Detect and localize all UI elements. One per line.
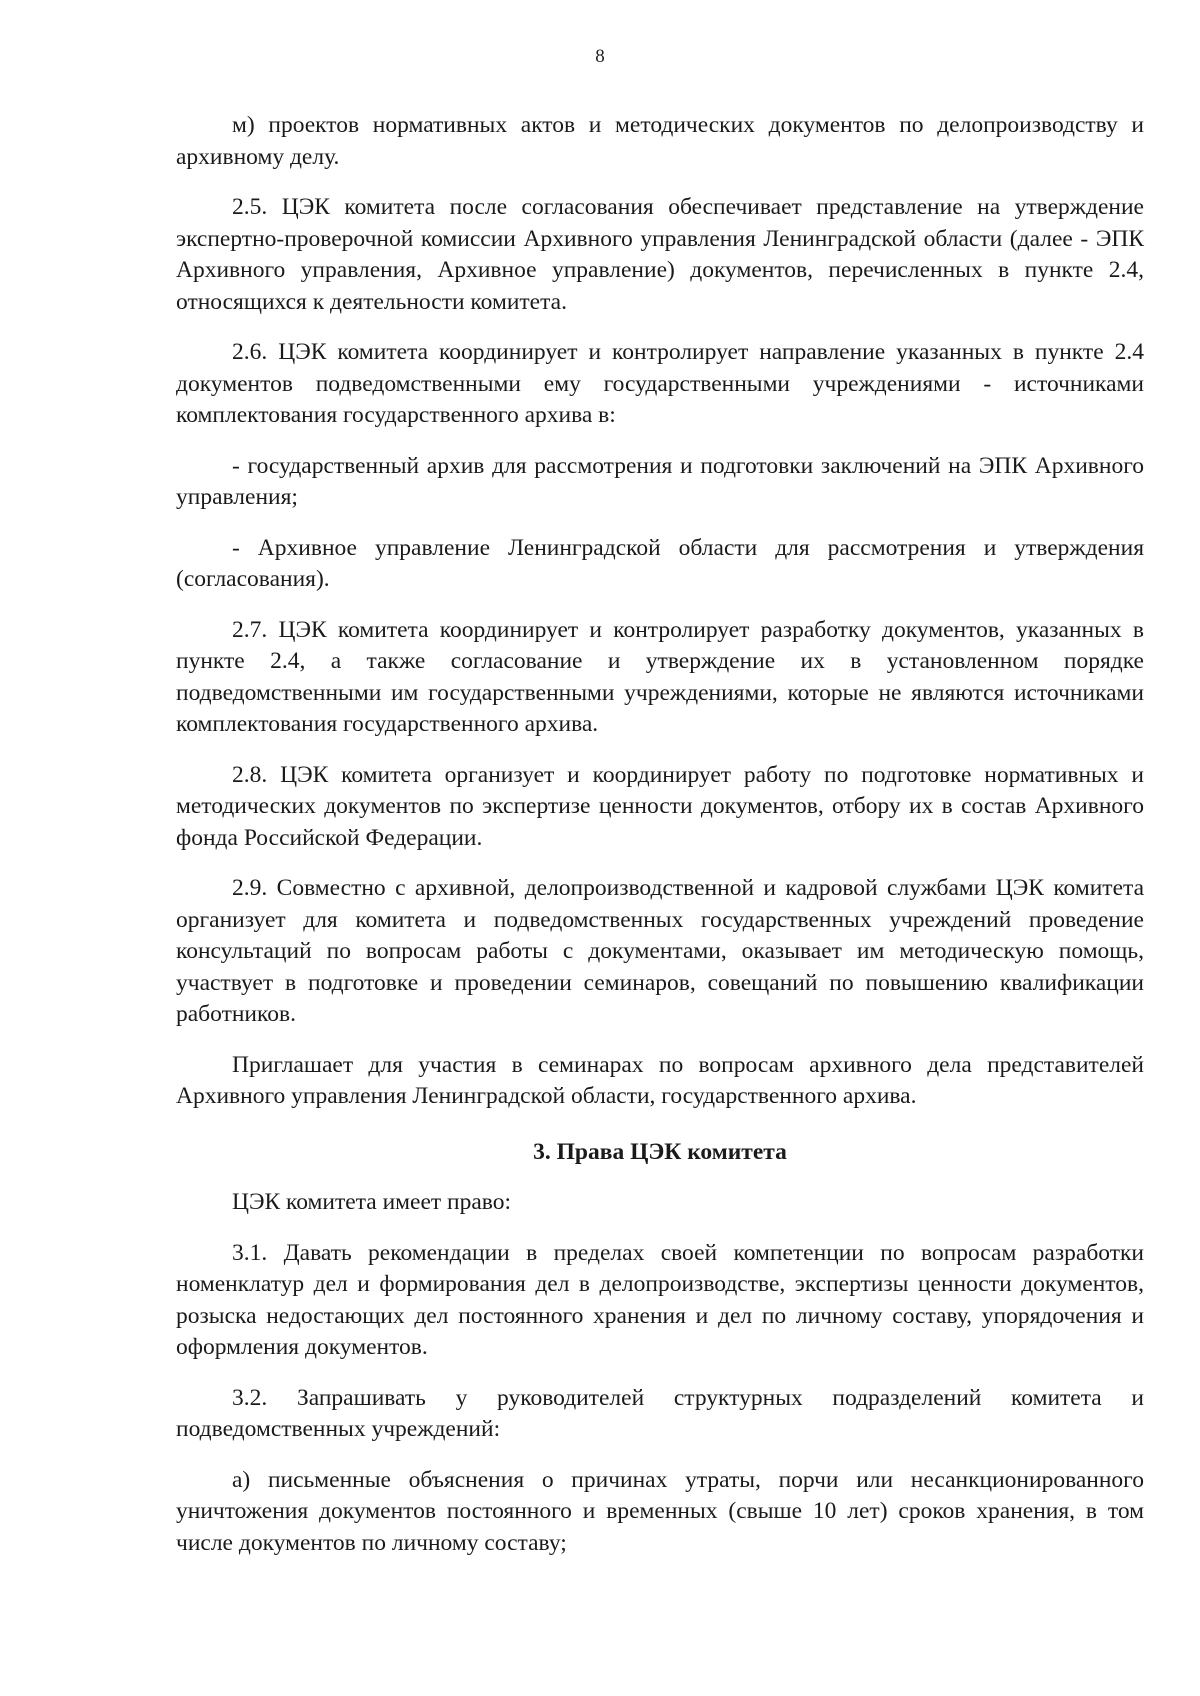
paragraph-3-1: 3.1. Давать рекомендации в пределах своей компетенции по вопросам разработки номенклатур дел и формирования дел в делопроизводстве, экспертизы ценности документов, розыска недостающих дел постоянного хранения и дел по личному составу, упорядочения и оформления документов.	[176, 1239, 1144, 1360]
paragraph-2-6: 2.6. ЦЭК комитета координирует и контролирует направление указанных в пункте 2.4 документов подведомственными ему государственными учреждениями - источниками комплектования государственного архива в:	[176, 339, 1144, 428]
section-heading: 3. Права ЦЭК комитета	[533, 1138, 787, 1165]
paragraph-3-2-a: а) письменные объяснения о причинах утраты, порчи или несанкционированного уничтожения документов постоянного и временных (свыше 10 лет) сроков хранения, в том числе документов по личному составу;	[176, 1466, 1144, 1556]
paragraph-2-7: 2.7. ЦЭК комитета координирует и контролирует разработку документов, указанных в пункте 2.4, а также согласование и утверждение их в установленном порядке подведомственными им государственными учреждениями, которые не являются источниками комплектования государственного архива.	[176, 616, 1144, 737]
paragraph-2-9: 2.9. Совместно с архивной, делопроизводственной и кадровой службами ЦЭК комитета организует для комитета и подведомственных государственных учреждений проведение консультаций по вопросам работы с документами, оказывает им методическую помощь, участвует в подготовке и проведении семинаров, совещаний по повышению квалификации работников.	[176, 875, 1144, 1027]
page-number: 8	[595, 46, 605, 67]
paragraph-2-6-item-administration: - Архивное управление Ленинградской области для рассмотрения и утверждения (согласования).	[176, 534, 1144, 592]
paragraph-invites: Приглашает для участия в семинарах по вопросам архивного дела представителей Архивного управления Ленинградской области, государственного архива.	[176, 1051, 1144, 1109]
paragraph-3-2: 3.2. Запрашивать у руководителей структурных подразделений комитета и подведомственных учреждений:	[176, 1384, 1144, 1442]
paragraph-m: м) проектов нормативных актов и методических документов по делопроизводству и архивному делу.	[176, 112, 1144, 170]
paragraph-2-6-item-archive: - государственный архив для рассмотрения и подготовки заключений на ЭПК Архивного управления;	[176, 452, 1144, 510]
paragraph-2-8: 2.8. ЦЭК комитета организует и координирует работу по подготовке нормативных и методических документов по экспертизе ценности документов, отбору их в состав Архивного фонда Российской Федерации.	[176, 761, 1144, 851]
document-body	[176, 110, 1144, 1578]
paragraph-2-5: 2.5. ЦЭК комитета после согласования обеспечивает представление на утверждение экспертно-проверочной комиссии Архивного управления Ленинградской области (далее - ЭПК Архивного управления, Архивное управление) документов, перечисленных в пункте 2.4, относящихся к деятельности комитета.	[176, 194, 1144, 315]
paragraph-rights-intro: ЦЭК комитета имеет право:	[232, 1189, 511, 1215]
